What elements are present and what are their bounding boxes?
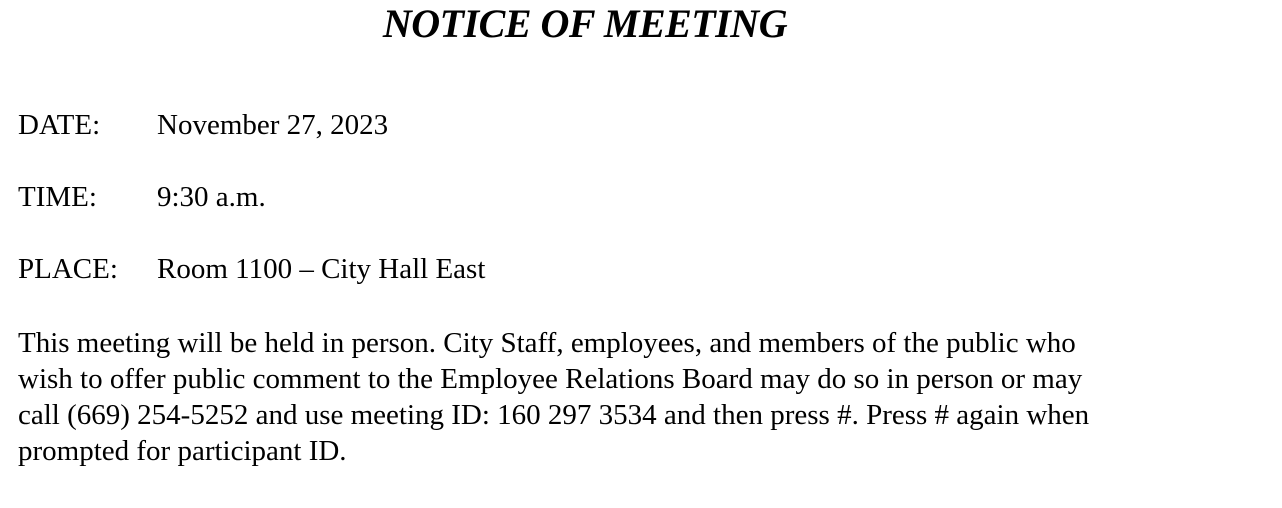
- page-title: NOTICE OF MEETING: [382, 1, 788, 46]
- date-row: [18, 108, 389, 142]
- time-label: TIME:: [18, 181, 97, 213]
- instructions-line: call (669) 254-5252 and use meeting ID: 160 297 3534 and then press #. Press # again when: [18, 399, 1090, 431]
- time-row: [18, 180, 266, 214]
- time-value: 9:30 a.m.: [157, 181, 266, 213]
- instructions-line: wish to offer public comment to the Employee Relations Board may do so in person or may: [18, 363, 1083, 395]
- instructions-line: prompted for participant ID.: [18, 435, 347, 467]
- instructions-line: This meeting will be held in person. City Staff, employees, and members of the public who: [18, 327, 1076, 359]
- place-label: PLACE:: [18, 253, 118, 285]
- meeting-instructions: [18, 325, 1218, 469]
- date-value: November 27, 2023: [157, 109, 389, 141]
- place-row: [18, 252, 486, 286]
- date-label: DATE:: [18, 109, 101, 141]
- place-value: Room 1100 – City Hall East: [157, 253, 486, 285]
